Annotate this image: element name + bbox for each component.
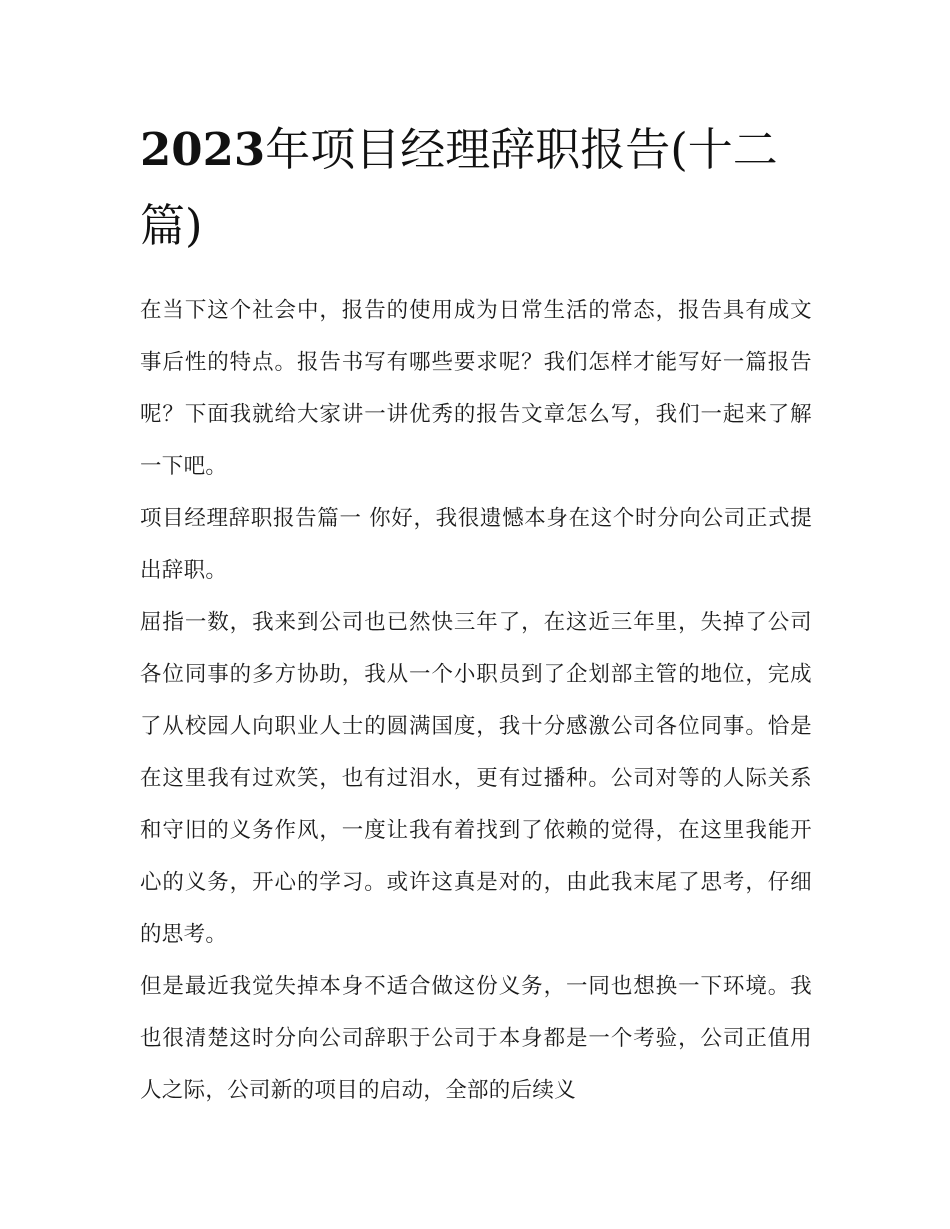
body-paragraph: 但是最近我觉失掉本身不适合做这份义务，一同也想换一下环境。我也很清楚这时分向公司辞职于公司于本身都是一个考验，公司正值用人之际，公司新的项目的启动，全部的后续义 xyxy=(140,974,812,1103)
body-paragraph: 屈指一数，我来到公司也已然快三年了，在这近三年里，失掉了公司各位同事的多方协助，我从一个小职员到了企划部主管的地位，完成了从校园人向职业人士的圆满国度，我十分感激公司各位同事。恰是在这里我有过欢笑，也有过泪水，更有过播种。公司对等的人际关系和守旧的义务作风，一度让我有着找到了依赖的觉得，在这里我能开心的义务，开心的学习。或许这真是对的，由此我末尾了思考，仔细的思考。 xyxy=(140,610,812,947)
intro-paragraph: 在当下这个社会中，报告的使用成为日常生活的常态，报告具有成文事后性的特点。报告书写有哪些要求呢？我们怎样才能写好一篇报告呢？下面我就给大家讲一讲优秀的报告文章怎么写，我们一起来了解一下吧。 xyxy=(140,298,812,479)
document-title xyxy=(140,112,812,264)
opening-paragraph: 项目经理辞职报告篇一 你好，我很遗憾本身在这个时分向公司正式提出辞职。 xyxy=(140,506,812,583)
document-body xyxy=(140,285,812,1117)
title-year: 2023 xyxy=(140,123,266,176)
document-page xyxy=(140,112,812,1117)
title-text: 年项目经理辞职报告(十二篇) xyxy=(140,123,778,252)
